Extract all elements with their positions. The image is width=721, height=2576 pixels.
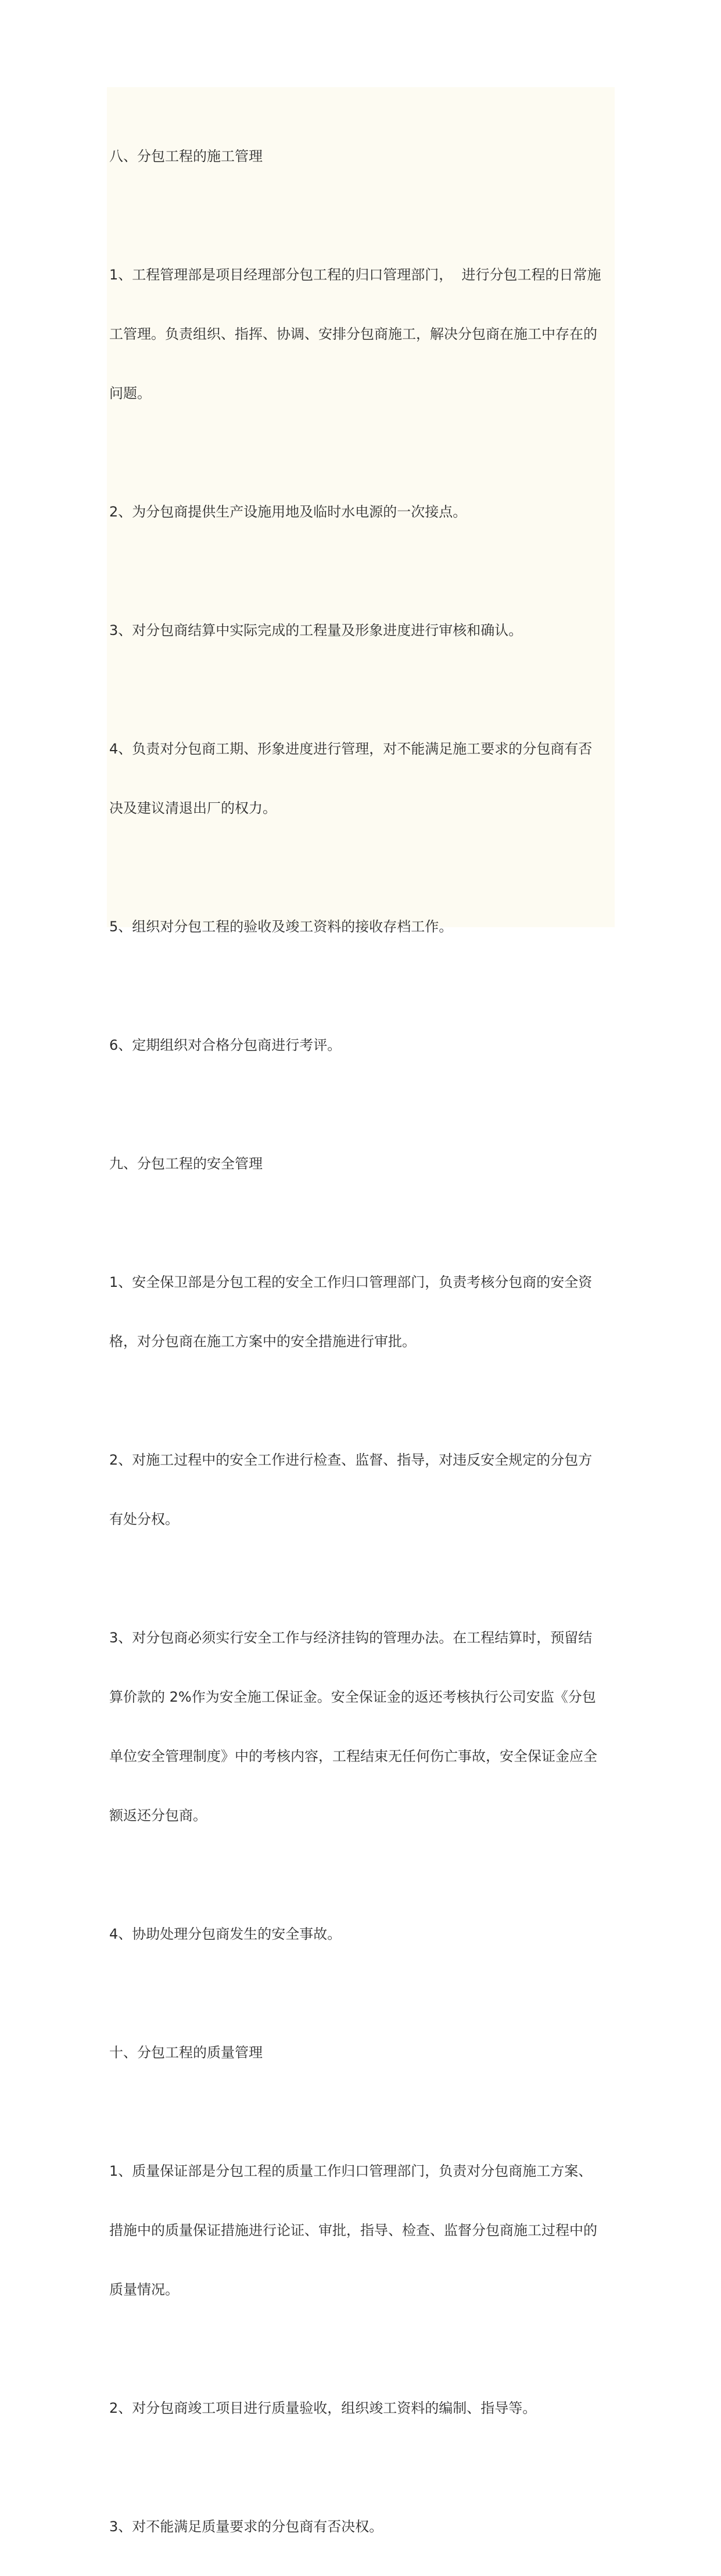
text-line: 十、分包工程的质量管理 bbox=[109, 2044, 263, 2061]
list-item bbox=[109, 699, 615, 858]
document-body bbox=[109, 107, 615, 2576]
list-item bbox=[109, 2359, 615, 2457]
text-line: 决及建议清退出厂的权力。 bbox=[109, 800, 277, 816]
text-line: 问题。 bbox=[109, 385, 151, 401]
text-line: 单位安全管理制度》中的考核内容，工程结束无任何伤亡事故，安全保证金应全 bbox=[109, 1748, 597, 1764]
text-line: 工管理。负责组织、指挥、协调、安排分包商施工，解决分包商在施工中存在的 bbox=[109, 326, 597, 342]
list-item bbox=[109, 2477, 615, 2576]
list-item bbox=[109, 1885, 615, 1983]
text-line: 2、为分包商提供生产设施用地及临时水电源的一次接点。 bbox=[109, 504, 467, 520]
list-item bbox=[109, 996, 615, 1095]
text-line: 1、工程管理部是项目经理部分包工程的归口管理部门， 进行分包工程的日常施 bbox=[109, 267, 601, 283]
text-line: 九、分包工程的安全管理 bbox=[109, 1156, 263, 1172]
text-line: 6、定期组织对合格分包商进行考评。 bbox=[109, 1037, 342, 1053]
list-item bbox=[109, 2122, 615, 2339]
text-line: 格，对分包商在施工方案中的安全措施进行审批。 bbox=[109, 1333, 416, 1350]
list-item bbox=[109, 1411, 615, 1569]
text-line: 5、组织对分包工程的验收及竣工资料的接收存档工作。 bbox=[109, 919, 453, 935]
text-line: 1、质量保证部是分包工程的质量工作归口管理部门，负责对分包商施工方案、 bbox=[109, 2163, 593, 2179]
text-line: 措施中的质量保证措施进行论证、审批，指导、检查、监督分包商施工过程中的 bbox=[109, 2222, 597, 2238]
section-heading bbox=[109, 2003, 615, 2102]
list-item bbox=[109, 462, 615, 561]
list-item bbox=[109, 225, 615, 443]
text-line: 八、分包工程的施工管理 bbox=[109, 148, 263, 164]
text-line: 2、对分包商竣工项目进行质量验收，组织竣工资料的编制、指导等。 bbox=[109, 2400, 537, 2416]
text-line: 4、协助处理分包商发生的安全事故。 bbox=[109, 1926, 342, 1942]
text-line: 算价款的 2%作为安全施工保证金。安全保证金的返还考核执行公司安监《分包 bbox=[109, 1689, 596, 1705]
text-line: 1、安全保卫部是分包工程的安全工作归口管理部门，负责考核分包商的安全资 bbox=[109, 1274, 593, 1290]
list-item bbox=[109, 1588, 615, 1865]
text-line: 额返还分包商。 bbox=[109, 1807, 207, 1824]
text-line: 3、对分包商结算中实际完成的工程量及形象进度进行审核和确认。 bbox=[109, 622, 523, 638]
list-item bbox=[109, 877, 615, 976]
list-item bbox=[109, 1233, 615, 1391]
text-line: 3、对分包商必须实行安全工作与经济挂钩的管理办法。在工程结算时，预留结 bbox=[109, 1630, 593, 1646]
text-line: 2、对施工过程中的安全工作进行检查、监督、指导，对违反安全规定的分包方 bbox=[109, 1452, 593, 1468]
section-heading bbox=[109, 107, 615, 206]
section-heading bbox=[109, 1114, 615, 1213]
text-line: 3、对不能满足质量要求的分包商有否决权。 bbox=[109, 2518, 383, 2535]
text-line: 质量情况。 bbox=[109, 2281, 179, 2298]
text-line: 4、负责对分包商工期、形象进度进行管理，对不能满足施工要求的分包商有否 bbox=[109, 741, 593, 757]
text-line: 有处分权。 bbox=[109, 1511, 179, 1527]
list-item bbox=[109, 581, 615, 680]
